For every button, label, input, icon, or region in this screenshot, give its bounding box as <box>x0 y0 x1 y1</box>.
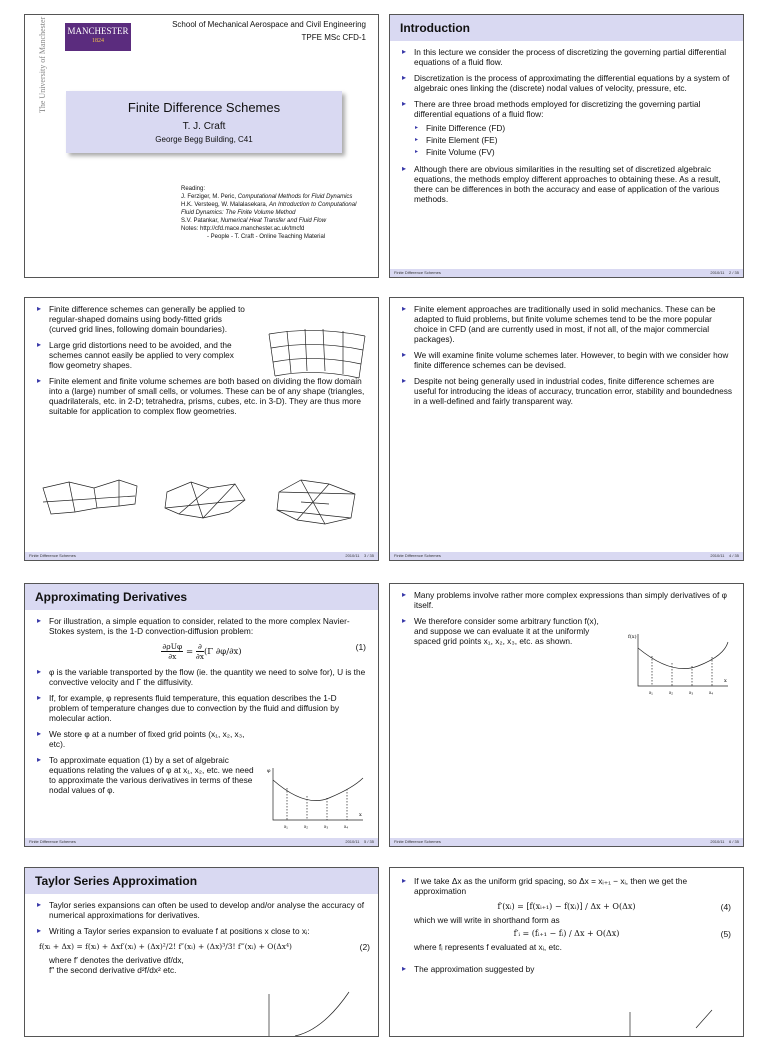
bullet: ▸ The approximation suggested by <box>402 964 733 974</box>
footer-title: Finite Difference Schemes <box>394 553 441 558</box>
equation-1 <box>25 642 378 661</box>
bullet: ▸ Large grid distortions need to be avoided, and the schemes cannot easily be applied to very complex flow geometry shapes. <box>37 340 249 370</box>
reference-2 <box>181 201 369 217</box>
paragraph: where f′ denotes the derivative df/dx, <box>49 955 184 965</box>
eq-rhs-numerator: ∂ <box>196 642 204 652</box>
course-name: TPFE MSc CFD-1 <box>301 33 366 42</box>
slide-footer <box>25 838 378 846</box>
ref2-authors: H.K. Versteeg, W. Malalasekara, <box>181 202 270 208</box>
footer-title: Finite Difference Schemes <box>29 553 76 558</box>
bullet: ▸ Despite not being generally used in industrial codes, finite difference schemes are useful for introducing the ideas of accuracy, truncation error, stability and boundedness in a well-defined and fairly transparent way. <box>402 376 733 406</box>
equation-number: (4) <box>720 902 731 912</box>
footer-page-number: 2 / 35 <box>728 270 739 275</box>
taylor-figure <box>265 990 365 1037</box>
bullet: ▸ To approximate equation (1) by a set of algebraic equations relating the values of φ at x₁, x₂, etc. we need to approximate the various derivatives in terms of these nodal values of φ. <box>37 755 259 795</box>
eq-lhs <box>161 642 183 661</box>
fig-x-label: x <box>359 812 362 818</box>
sub-bullet: ▸ Finite Difference (FD) <box>414 122 733 134</box>
university-vertical <box>38 16 51 113</box>
footer-page <box>710 552 739 560</box>
eq-equals: = <box>183 647 196 657</box>
reading-heading: Reading: <box>181 186 206 192</box>
tick-label: x₁ <box>649 690 653 695</box>
eq-lhs-numerator: ∂ρUφ <box>162 642 183 651</box>
eq-rhs-denominator: ∂x <box>195 652 204 661</box>
title-slide <box>24 14 379 278</box>
ref3-title: Numerical Heat Transfer and Fluid Flow <box>220 218 327 224</box>
bullet: ▸ Although there are obvious similarities in the resulting set of discretized algebraic equations, the methods employ different approaches to obtaining these. As a result, there can be differences in both the accuracy and ease of application of the various methods. <box>402 164 733 204</box>
bullet: ▸ For illustration, a simple equation to consider, related to the more complex Navier-Stokes system, is the 1-D convection-diffusion problem: <box>37 616 368 636</box>
bullet-text: There are three broad methods employed for discretizing the governing partial differential equations of a fluid flow: <box>414 99 701 119</box>
paragraph: f″ the second derivative d²f/dx² etc. <box>49 965 177 975</box>
footer-date: 2010/11 <box>710 270 725 275</box>
footer-title: Finite Difference Schemes <box>29 839 76 844</box>
slide-footer <box>390 269 743 277</box>
fx-grid-figure <box>628 630 732 700</box>
bullet: ▸ If we take Δx as the uniform grid spacing, so Δx = xᵢ₊₁ − xᵢ, then we get the approximation <box>402 876 733 896</box>
eq-rhs <box>196 642 204 661</box>
tick-label: x₄ <box>344 824 349 829</box>
slide-grids <box>24 297 379 561</box>
slide-title: Approximating Derivatives <box>25 584 378 610</box>
slide-title: Taylor Series Approximation <box>25 868 378 894</box>
footer-page-number: 3 / 35 <box>363 553 374 558</box>
tick-label: x₃ <box>689 690 694 695</box>
equation-number: (1) <box>355 642 366 652</box>
footer-title: Finite Difference Schemes <box>394 839 441 844</box>
eq-rhs-inner: (Γ ∂φ/∂x) <box>203 647 242 657</box>
fig-x-label: x <box>724 678 727 684</box>
bullet: ▸ Writing a Taylor series expansion to evaluate f at positions x close to xᵢ: <box>37 926 368 936</box>
tick-label: x₁ <box>284 824 288 829</box>
equation-5 <box>390 929 743 938</box>
slide-introduction <box>389 14 744 278</box>
footer-date: 2010/11 <box>710 553 725 558</box>
footer-title: Finite Difference Schemes <box>394 270 441 275</box>
school-name: School of Mechanical Aerospace and Civil Engineering <box>172 20 366 29</box>
slide-approximating-derivatives <box>24 583 379 847</box>
bullet: ▸ Finite element and finite volume schemes are both based on dividing the flow domain into a (large) number of small cells, or volumes. These can be of any shape (triangles, quadrilaterals, etc. in 2-D; tetrahedra, prisms, cubes, etc. in 3-D). They are thus more suitable for application to complex flow geometries. <box>37 376 368 416</box>
approximation-figure <box>626 1008 726 1037</box>
bullet: ▸ Finite difference schemes can generally be applied to regular-shaped domains using body-fitted grids (curved grid lines, following domain boundaries). <box>37 304 249 334</box>
bullet: ▸ Finite element approaches are traditionally used in solid mechanics. These can be adapted to fluid problems, but finite volume schemes tend to be the more popular choice in CFD (and are currently used in most, if not all, of the major commercial packages). <box>402 304 733 344</box>
bullet: ▸ Many problems involve rather more complex expressions than simply derivatives of φ itself. <box>402 590 733 610</box>
slide-forward-difference <box>389 867 744 1037</box>
bullet: ▸ Taylor series expansions can often be used to develop and/or analyse the accuracy of numerical approximations for derivatives. <box>37 900 368 920</box>
footer-page <box>710 838 739 846</box>
footer-page <box>345 552 374 560</box>
bullet: ▸ We will examine finite volume schemes later. However, to begin with we consider how finite difference schemes can be devised. <box>402 350 733 370</box>
tick-label: x₄ <box>709 690 714 695</box>
tick-label: x₃ <box>324 824 329 829</box>
reference-1 <box>181 193 369 201</box>
sub-bullet: ▸ Finite Volume (FV) <box>414 146 733 158</box>
taylor-equation: f(xᵢ + Δx) = f(xᵢ) + Δxf′(xᵢ) + (Δx)²/2! f″(xᵢ) + (Δx)³/3! f‴(xᵢ) + O(Δx⁴) <box>39 942 292 951</box>
reference-3 <box>181 217 369 225</box>
slide-footer <box>390 552 743 560</box>
slide-taylor-series <box>24 867 379 1037</box>
title-box <box>66 91 342 153</box>
eq-lhs-denominator: ∂x <box>168 652 177 661</box>
ref1-title: Computational Methods for Fluid Dynamics <box>237 194 353 200</box>
slide-footer <box>390 838 743 846</box>
bullet: ▸ If, for example, φ represents fluid temperature, this equation describes the 1-D problem of temperature changes due to convection by the fluid and diffusion by molecular action. <box>37 693 368 723</box>
shorthand-eq: f′ᵢ = (fᵢ₊₁ − fᵢ) / Δx + O(Δx) <box>513 929 620 938</box>
paragraph: where fᵢ represents f evaluated at xᵢ, etc. <box>414 942 562 952</box>
tick-label: x₂ <box>669 690 673 695</box>
ref2-title: An Introduction to Computational Fluid Dynamics: The Finite Volume Method <box>181 202 357 216</box>
manchester-logo <box>65 23 131 51</box>
sub-bullet: ▸ Finite Element (FE) <box>414 134 733 146</box>
equation-4 <box>390 902 743 911</box>
notes-path: - People - T. Craft - Online Teaching Material <box>207 234 326 240</box>
notes-link[interactable]: Notes: http://cfd.mace.manchester.ac.uk/tmcfd <box>181 226 305 232</box>
slide-arbitrary-function <box>389 583 744 847</box>
footer-page <box>345 838 374 846</box>
presentation-title: Finite Difference Schemes <box>127 100 281 115</box>
bullet: ▸ Discretization is the process of approximating the differential equations by a system of algebraic ones linking the (discrete) nodal values of velocity, pressure, etc. <box>402 73 733 93</box>
bullet: ▸ We store φ at a number of fixed grid points (x₁, x₂, x₃, etc). <box>37 729 259 749</box>
bullet: ▸ In this lecture we consider the process of discretizing the governing partial differential equations of a fluid flow. <box>402 47 733 67</box>
fig-y-label: f(x) <box>628 634 637 640</box>
slide-title: Introduction <box>390 15 743 41</box>
equation-2 <box>25 942 378 951</box>
footer-date: 2010/11 <box>710 839 725 844</box>
logo-year: 1824 <box>92 38 104 44</box>
author: T. J. Craft <box>182 121 226 132</box>
fig-y-label: φ <box>267 768 271 774</box>
equation-number: (2) <box>359 942 370 952</box>
bullet: ▸ We therefore consider some arbitrary function f(x), and suppose we can evaluate it at the uniformly spaced grid points x₁, x₂, x₃, etc. as shown. <box>402 616 614 646</box>
footer-date: 2010/11 <box>345 553 360 558</box>
tick-label: x₂ <box>304 824 308 829</box>
school-header <box>172 18 366 44</box>
logo-text: MANCHESTER <box>67 26 129 36</box>
footer-page <box>710 269 739 277</box>
equation-number: (5) <box>720 929 731 939</box>
university-text: The University of Manchester <box>38 16 47 113</box>
slide-fe-fv <box>389 297 744 561</box>
footer-page-number: 6 / 35 <box>728 839 739 844</box>
footer-date: 2010/11 <box>345 839 360 844</box>
bullet: ▸ φ is the variable transported by the flow (ie. the quantity we need to solve for), U is the convective velocity and Γ the diffusivity. <box>37 667 368 687</box>
paragraph: which we will write in shorthand form as <box>414 915 560 925</box>
location: George Begg Building, C41 <box>155 135 253 144</box>
unstructured-meshes-figure <box>39 474 369 532</box>
footer-page-number: 4 / 35 <box>728 553 739 558</box>
reading-list <box>181 185 369 241</box>
ref1-authors: J. Ferziger, M. Peric, <box>181 194 238 200</box>
bullet <box>402 99 733 158</box>
footer-page-number: 5 / 35 <box>363 839 374 844</box>
ref3-authors: S.V. Patankar, <box>181 218 221 224</box>
body-fitted-grid-figure <box>265 326 370 388</box>
forward-difference-eq: f′(xᵢ) = [f(xᵢ₊₁) − f(xᵢ)] / Δx + O(Δx) <box>497 902 636 911</box>
phi-grid-figure <box>265 764 365 834</box>
slide-footer <box>25 552 378 560</box>
